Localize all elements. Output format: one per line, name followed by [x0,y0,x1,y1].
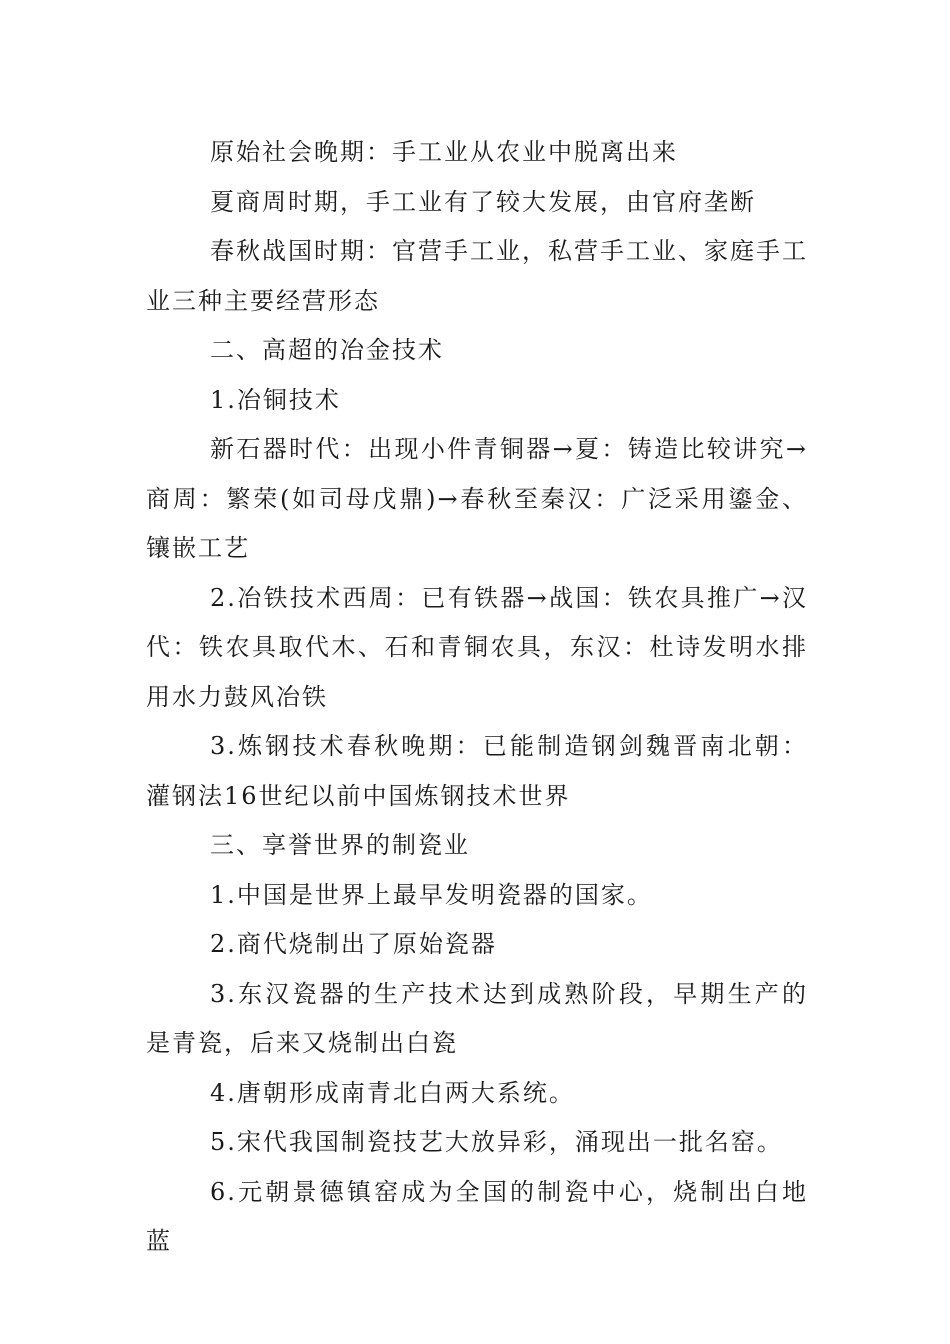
porcelain-item-5: 5.宋代我国制瓷技艺大放异彩，涌现出一批名窑。 [210,1128,783,1156]
porcelain-item-3: 3.东汉瓷器的生产技术达到成熟阶段，早期生产的是青瓷，后来又烧制出白瓷 [146,979,808,1057]
porcelain-item-2: 2.商代烧制出了原始瓷器 [210,930,497,958]
paragraph-3: 春秋战国时期：官营手工业，私营手工业、家庭手工业三种主要经营形态 [146,237,808,315]
paragraph-copper-history: 新石器时代：出现小件青铜器→夏：铸造比较讲究→商周：繁荣(如司母戊鼎)→春秋至秦汉：广泛采用鎏金、镶嵌工艺 [146,435,808,562]
paragraph-steel-making: 3.炼钢技术春秋晚期：已能制造钢剑魏晋南北朝：灌钢法16世纪以前中国炼钢技术世界 [146,732,808,810]
porcelain-item-6: 6.元朝景德镇窑成为全国的制瓷中心，烧制出白地蓝 [146,1177,808,1255]
paragraph-1: 原始社会晚期：手工业从农业中脱离出来 [210,138,678,166]
porcelain-item-4: 4.唐朝形成南青北白两大系统。 [210,1078,575,1107]
paragraph-iron-smelting: 2.冶铁技术西周：已有铁器→战国：铁农具推广→汉代：铁农具取代木、石和青铜农具，东汉：杜诗发明水排用水力鼓风冶铁 [146,583,808,711]
section-heading-metallurgy: 二、高超的冶金技术 [210,336,444,364]
document-body [146,128,808,1267]
subheading-copper-smelting: 1.冶铜技术 [210,385,341,414]
section-heading-porcelain: 三、享誉世界的制瓷业 [210,831,470,859]
porcelain-item-1: 1.中国是世界上最早发明瓷器的国家。 [210,880,653,909]
paragraph-2: 夏商周时期，手工业有了较大发展，由官府垄断 [210,187,756,216]
